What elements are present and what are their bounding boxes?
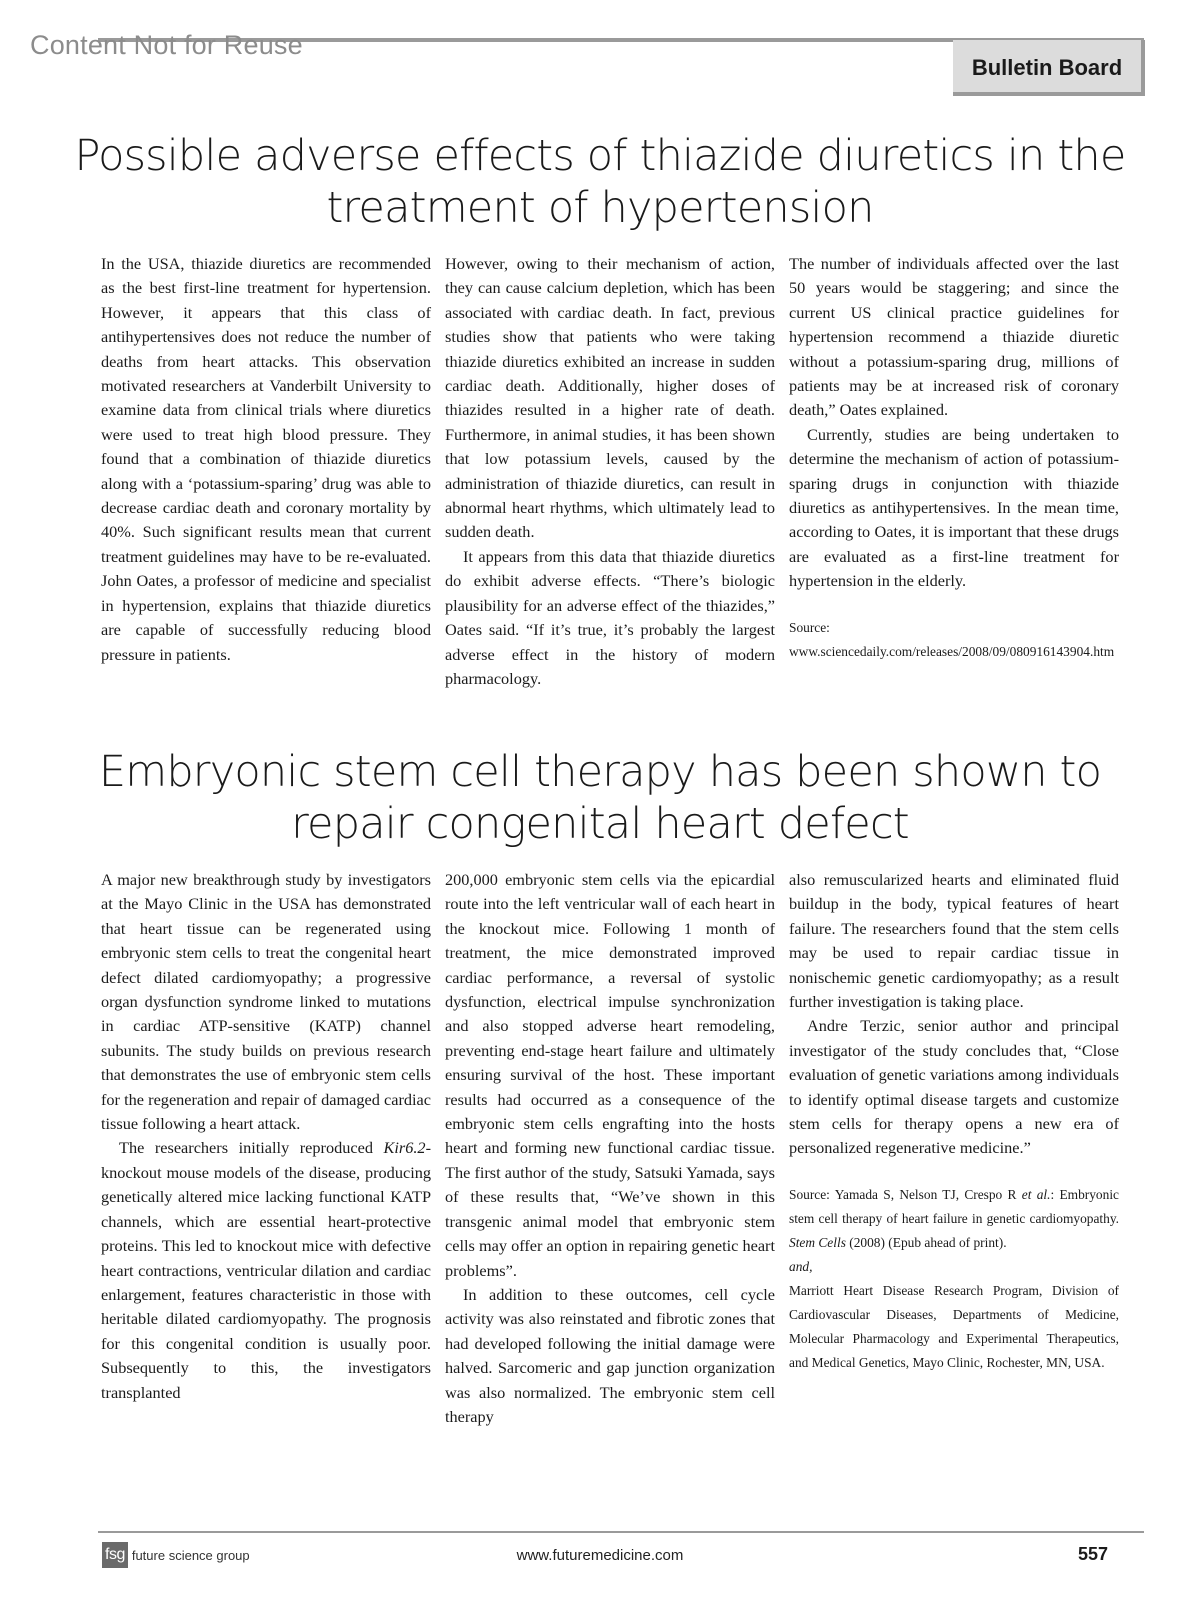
article2-paragraph bbox=[101, 1136, 431, 1404]
section-tab: Bulletin Board bbox=[953, 40, 1145, 96]
article2-column-2 bbox=[445, 868, 775, 1429]
article2-paragraph: In addition to these outcomes, cell cycle activity was also reinstated and fibrotic zones that had developed following the initial damage were halved. Sarcomeric and gap junction organization was also normalized. The embryonic stem cell therapy bbox=[445, 1284, 775, 1426]
logo-mark: fsg bbox=[102, 1542, 128, 1568]
article1-paragraph: Currently, studies are being undertaken to determine the mechanism of action of potassium-sparing drugs in conjunction with thiazide diuretics as antihypertensives. In the mean time, according to Oates, it is important that these drugs are evaluated as a first-line treatment for hypertension in the elderly. bbox=[789, 424, 1119, 591]
article1-headline bbox=[60, 130, 1140, 234]
article1-paragraph: It appears from this data that thiazide diuretics do exhibit adverse effects. “There’s biologic plausibility for an adverse effect of the thiazides,” Oates said. “If it’s true, it’s probably the largest adverse effect in the history of modern pharmacology. bbox=[445, 546, 775, 688]
article1-paragraph: However, owing to their mechanism of action, they can cause calcium depletion, which has been associated with cardiac death. In fact, previous studies show that patients who were taking thiazide diuretics exhibited an increase in sudden cardiac death. Additionally, higher doses of thiazides resulted in a higher rate of death. Furthermore, in animal studies, it has been shown that low potassium levels, caused by the administration of thiazide diuretics, can result in abnormal heart rhythms, which ultimately lead to sudden death. bbox=[445, 254, 775, 542]
article1-headline-line: Possible adverse effects of thiazide diuretics in the bbox=[74, 131, 1126, 181]
article2-paragraph: 200,000 embryonic stem cells via the epicardial route into the left ventricular wall of each heart in the knockout mice. Following 1 month of treatment, the mice demonstrated improved cardiac performance, a reversal of systolic dysfunction, electrical impulse synchronization and also stopped adverse heart remodeling, preventing end-stage heart failure and ultimately ensuring survival of the host. These important results had occurred as a consequence of the embryonic stem cells engrafting into the hosts heart and forming new functional cardiac tissue. The first author of the study, Satsuki Yamada, says of these results that, “We’ve shown in this transgenic animal model that embryonic stem cells may offer an option in repairing genetic heart problems”. bbox=[445, 870, 775, 1280]
article2-headline-line: repair congenital heart defect bbox=[291, 799, 909, 849]
source-tail: (2008) (Epub ahead of print). bbox=[845, 1234, 1007, 1250]
source-affiliation: Marriott Heart Disease Research Program, Division of Cardiovascular Diseases, Departments of Medicine, Molecular Pharmacology and Experimental Therapeutics, and Medical Genetics, Mayo Clinic, Rochester, MN, USA. bbox=[789, 1282, 1119, 1370]
article2-headline-line: Embryonic stem cell therapy has been shown to bbox=[98, 747, 1102, 797]
article2-source bbox=[789, 1183, 1119, 1255]
article2-paragraph: also remuscularized hearts and eliminated fluid buildup in the body, typical features of heart failure. The researchers found that the stem cells may be used to repair cardiac tissue in nonischemic genetic cardiomyopathy; as a result further investigation is taking place. bbox=[789, 870, 1119, 1012]
article1-paragraph: In the USA, thiazide diuretics are recommended as the best first-line treatment for hypertension. However, it appears that this class of antihypertensives does not reduce the number of deaths from heart attacks. This observation motivated researchers at Vanderbilt University to examine data from clinical trials where diuretics were used to treat high blood pressure. They found that a combination of thiazide diuretics along with a ‘potassium-sparing’ drug was able to decrease cardiac death and coronary mortality by 40%. Such significant results mean that current treatment guidelines may have to be re-evaluated. John Oates, a professor of medicine and specialist in hypertension, explains that thiazide diuretics are capable of successfully reducing blood pressure in patients. bbox=[101, 254, 431, 664]
article2-headline bbox=[60, 746, 1140, 850]
article2-column-3 bbox=[789, 868, 1119, 1375]
article1-headline-line: treatment of hypertension bbox=[326, 183, 874, 233]
article1-column-3 bbox=[789, 252, 1119, 664]
watermark-text: Content Not for Reuse bbox=[30, 30, 303, 60]
article2-paragraph-rest: -knockout mouse models of the disease, producing genetically altered mice lacking functional KATP channels, which are essential heart-protective proteins. This led to knockout mice with defective heart contractions, ventricular dilation and cardiac enlargement, features characteristic in those with heritable dilated cardiomyopathy. The prognosis for this congenital condition is usually poor. Subsequently to this, the investigators transplanted bbox=[101, 1138, 431, 1402]
gene-name: Kir6.2 bbox=[383, 1138, 426, 1158]
article2-paragraph: Andre Terzic, senior author and principal investigator of the study concludes that, “Close evaluation of genetic variations among individuals to identify optimal disease targets and customize stem cells for therapy opens a new era of personalized regenerative medicine.” bbox=[789, 1016, 1119, 1158]
source-lead: Source: Yamada S, Nelson TJ, Crespo R bbox=[789, 1186, 1022, 1202]
article2-column-1 bbox=[101, 868, 431, 1405]
footer-rule bbox=[98, 1531, 1144, 1533]
source-and bbox=[789, 1255, 1119, 1279]
article1-column-1 bbox=[101, 252, 431, 667]
page-number: 557 bbox=[1077, 1544, 1108, 1564]
source-and-text: and, bbox=[789, 1258, 813, 1274]
article2-paragraph-lead: The researchers initially reproduced bbox=[119, 1138, 384, 1158]
article2-paragraph: A major new breakthrough study by investigators at the Mayo Clinic in the USA has demonstrated that heart tissue can be regenerated using embryonic stem cells to treat the congenital heart defect dilated cardiomyopathy; a progressive organ dysfunction syndrome linked to mutations in cardiac ATP-sensitive (KATP) channel subunits. The study builds on previous research that demonstrates the use of embryonic stem cells for the regeneration and repair of damaged cardiac tissue following a heart attack. bbox=[101, 870, 431, 1134]
logo-text: future science group bbox=[131, 1547, 250, 1563]
footer-url: www.futuremedicine.com bbox=[516, 1547, 684, 1564]
article1-column-2 bbox=[445, 252, 775, 691]
source-journal: Stem Cells bbox=[789, 1234, 846, 1250]
article1-paragraph: The number of individuals affected over the last 50 years would be staggering; and since the current US clinical practice guidelines for hypertension recommend a thiazide diuretic without a potassium-sparing drug, millions of patients may be at increased risk of coronary death,” Oates explained. bbox=[789, 254, 1119, 420]
article1-source: Source: www.sciencedaily.com/releases/2008/09/080916143904.htm bbox=[789, 619, 1115, 659]
source-mid: : Embryonic stem cell therapy of heart failure in genetic cardiomyopathy. bbox=[789, 1186, 1119, 1226]
source-etal: et al. bbox=[1021, 1186, 1051, 1202]
